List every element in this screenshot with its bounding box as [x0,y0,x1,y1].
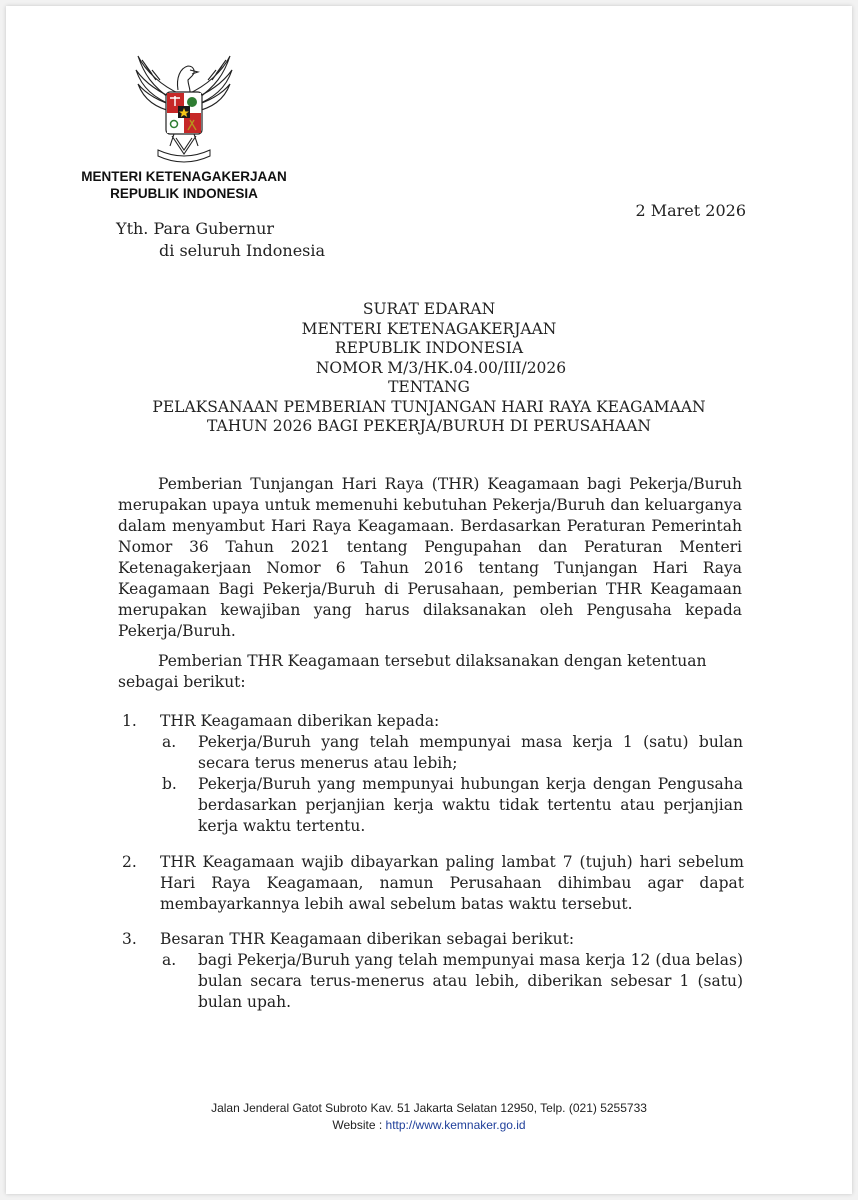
paragraph-provisions: Pemberian THR Keagamaan tersebut dilaksanakan dengan ketentuan sebagai berikut: [118,652,707,691]
list-item-text: Besaran THR Keagamaan diberikan sebagai berikut: [160,930,575,948]
list-item-text: THR Keagamaan diberikan kepada: [160,712,440,730]
title-number: NOMOR M/3/HK.04.00/III/2026 [315,358,567,377]
document-title [0,300,858,437]
letter-date: 2 Maret 2026 [635,201,746,220]
addressee [116,218,325,262]
sub-item-text: bagi Pekerja/Buruh yang telah mempunyai masa kerja 12 (dua belas) bulan secara terus-menerus atau lebih, diberikan sebesar 1 (satu) bulan upah. [198,951,743,1011]
garuda-emblem-icon [132,50,236,164]
list-item-number: 3. [122,930,137,948]
title-subject-line-1: PELAKSANAAN PEMBERIAN TUNJANGAN HARI RAYA KEAGAMAAN [152,397,706,416]
title-subject-line-2: TAHUN 2026 BAGI PEKERJA/BURUH DI PERUSAHAAN [207,417,651,435]
letter-footer [0,1100,858,1134]
title-line-3: REPUBLIK INDONESIA [334,339,524,357]
sub-item-letter: b. [162,775,177,793]
footer-website [0,1117,858,1134]
ministry-line-2: REPUBLIK INDONESIA [110,186,258,201]
sub-item-text: Pekerja/Buruh yang mempunyai hubungan kerja dengan Pengusaha berdasarkan perjanjian kerja waktu tidak tertentu atau perjanjian kerja waktu tertentu. [198,775,743,835]
addressee-line-2: di seluruh Indonesia [159,241,326,260]
footer-address: Jalan Jenderal Gatot Subroto Kav. 51 Jakarta Selatan 12950, Telp. (021) 5255733 [211,1101,647,1115]
website-link[interactable]: http://www.kemnaker.go.id [385,1118,526,1132]
sub-item-text: Pekerja/Buruh yang telah mempunyai masa kerja 1 (satu) bulan secara terus menerus atau lebih; [198,733,743,772]
paragraph-intro: Pemberian Tunjangan Hari Raya (THR) Keagamaan bagi Pekerja/Buruh merupakan upaya untuk memenuhi kebutuhan Pekerja/Buruh dan keluarganya dalam menyambut Hari Raya Keagamaan. Berdasarkan Peraturan Pemerintah Nomor 36 Tahun 2021 tentang Pengupahan dan Peraturan Menteri Ketenagakerjaan Nomor 6 Tahun 2016 tentang Tunjangan Hari Raya Keagamaan Bagi Pekerja/Buruh di Perusahaan, pemberian THR Keagamaan merupakan kewajiban yang harus dilaksanakan oleh Pengusaha kepada Pekerja/Buruh. [118,475,742,640]
ministry-line-1: MENTERI KETENAGAKERJAAN [81,169,287,184]
list-item-text: THR Keagamaan wajib dibayarkan paling lambat 7 (tujuh) hari sebelum Hari Raya Keagamaan, namun Perusahaan dihimbau agar dapat membayarkannya lebih awal sebelum batas waktu tersebut. [160,853,744,913]
sub-item-letter: a. [162,733,177,751]
list-item-number: 1. [122,712,137,730]
sub-item-letter: a. [162,951,177,969]
addressee-line-1: Yth. Para Gubernur [116,219,275,238]
list-item-number: 2. [122,853,137,871]
title-line-2: MENTERI KETENAGAKERJAAN [301,319,557,338]
letterhead-ministry [68,168,300,202]
website-label: Website : [332,1118,383,1132]
title-line-1: SURAT EDARAN [362,300,496,318]
title-tentang: TENTANG [388,378,470,396]
